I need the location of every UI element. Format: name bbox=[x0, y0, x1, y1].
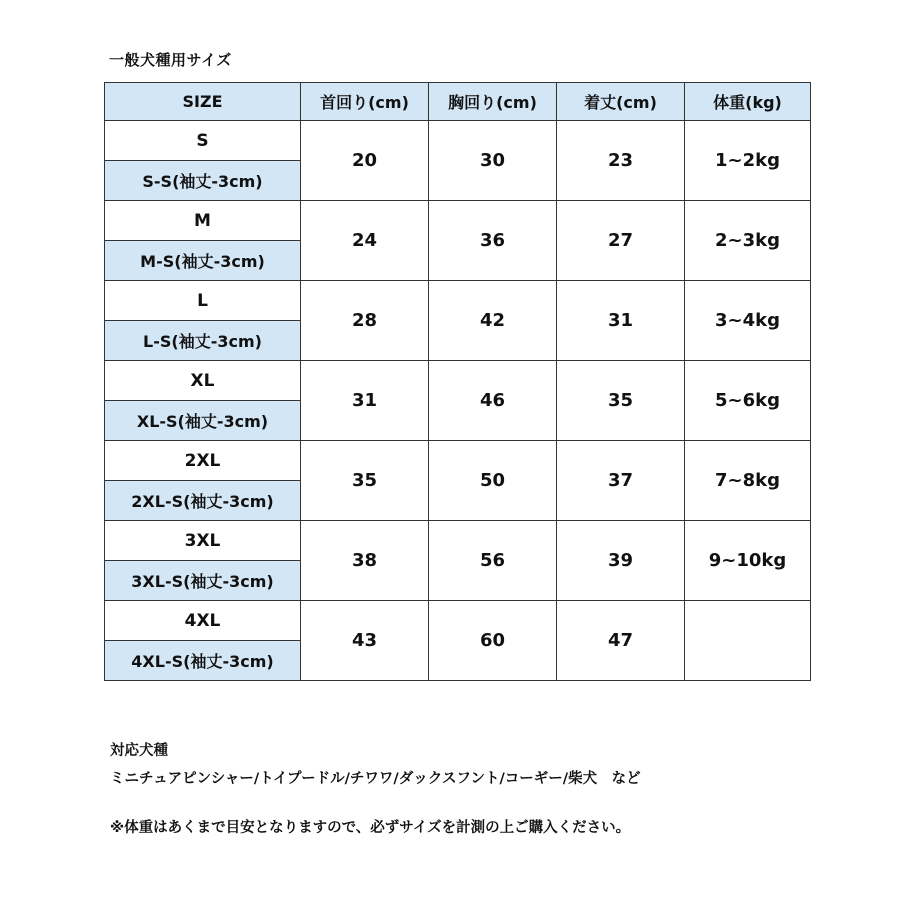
sleeve-size-cell: 2XL-S(袖丈-3cm) bbox=[105, 481, 301, 521]
neck-cell: 43 bbox=[301, 601, 429, 681]
sleeve-size-cell: M-S(袖丈-3cm) bbox=[105, 241, 301, 281]
chest-cell: 60 bbox=[429, 601, 557, 681]
size-cell: 2XL bbox=[105, 441, 301, 481]
chest-cell: 46 bbox=[429, 361, 557, 441]
length-cell: 39 bbox=[557, 521, 685, 601]
weight-cell: 3~4kg bbox=[685, 281, 811, 361]
weight-cell: 7~8kg bbox=[685, 441, 811, 521]
table-row bbox=[105, 281, 811, 321]
weight-cell: 2~3kg bbox=[685, 201, 811, 281]
breeds-list: ミニチュアピンシャー/トイプードル/チワワ/ダックスフント/コーギー/柴犬 など bbox=[110, 770, 641, 787]
length-cell: 37 bbox=[557, 441, 685, 521]
table-caption: 一般犬種用サイズ bbox=[109, 51, 232, 69]
size-cell: L bbox=[105, 281, 301, 321]
neck-cell: 31 bbox=[301, 361, 429, 441]
header-size: SIZE bbox=[105, 83, 301, 121]
sleeve-size-cell: 4XL-S(袖丈-3cm) bbox=[105, 641, 301, 681]
neck-cell: 28 bbox=[301, 281, 429, 361]
neck-cell: 24 bbox=[301, 201, 429, 281]
size-chart-table bbox=[104, 82, 811, 681]
length-cell: 35 bbox=[557, 361, 685, 441]
length-cell: 31 bbox=[557, 281, 685, 361]
header-weight: 体重(kg) bbox=[685, 83, 811, 121]
chest-cell: 50 bbox=[429, 441, 557, 521]
chest-cell: 42 bbox=[429, 281, 557, 361]
weight-cell: 1~2kg bbox=[685, 121, 811, 201]
weight-disclaimer: ※体重はあくまで目安となりますので、必ずサイズを計測の上ご購入ください。 bbox=[110, 820, 631, 837]
header-chest: 胸回り(cm) bbox=[429, 83, 557, 121]
size-cell: M bbox=[105, 201, 301, 241]
sleeve-size-cell: 3XL-S(袖丈-3cm) bbox=[105, 561, 301, 601]
table-row bbox=[105, 521, 811, 561]
length-cell: 47 bbox=[557, 601, 685, 681]
neck-cell: 38 bbox=[301, 521, 429, 601]
header-neck: 首回り(cm) bbox=[301, 83, 429, 121]
chest-cell: 36 bbox=[429, 201, 557, 281]
notes-section bbox=[110, 738, 641, 843]
weight-cell bbox=[685, 601, 811, 681]
table-row bbox=[105, 361, 811, 401]
sleeve-size-cell: XL-S(袖丈-3cm) bbox=[105, 401, 301, 441]
weight-cell: 9~10kg bbox=[685, 521, 811, 601]
neck-cell: 20 bbox=[301, 121, 429, 201]
size-cell: 3XL bbox=[105, 521, 301, 561]
weight-cell: 5~6kg bbox=[685, 361, 811, 441]
chest-cell: 30 bbox=[429, 121, 557, 201]
table-header-row bbox=[105, 83, 811, 121]
table-row bbox=[105, 601, 811, 641]
breeds-title: 対応犬種 bbox=[110, 743, 168, 759]
length-cell: 27 bbox=[557, 201, 685, 281]
size-cell: 4XL bbox=[105, 601, 301, 641]
length-cell: 23 bbox=[557, 121, 685, 201]
sleeve-size-cell: L-S(袖丈-3cm) bbox=[105, 321, 301, 361]
neck-cell: 35 bbox=[301, 441, 429, 521]
size-cell: XL bbox=[105, 361, 301, 401]
size-cell: S bbox=[105, 121, 301, 161]
chest-cell: 56 bbox=[429, 521, 557, 601]
table-row bbox=[105, 121, 811, 161]
header-length: 着丈(cm) bbox=[557, 83, 685, 121]
sleeve-size-cell: S-S(袖丈-3cm) bbox=[105, 161, 301, 201]
table-row bbox=[105, 201, 811, 241]
table-row bbox=[105, 441, 811, 481]
